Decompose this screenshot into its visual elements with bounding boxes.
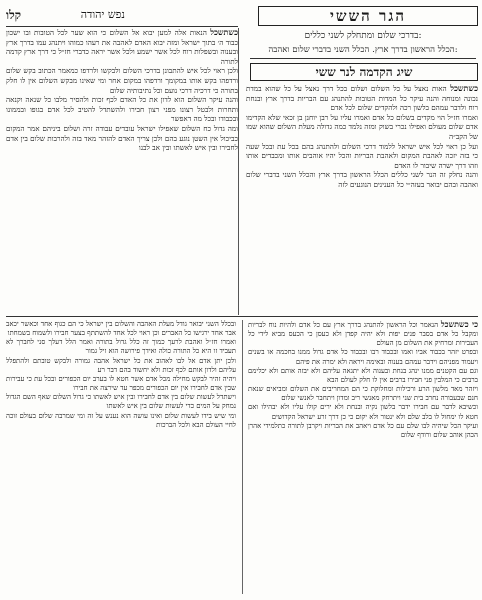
left-paragraph: כשתשכל הנאות אלה למען יבוא אל השלום כי הוא שער לכל הטובות ובו ישכון כבוד ה׳ בתוך ישראל ומזה יבוא האדם לאהבה את רעהו כמוהו ויתנהג עמו בדרך ארץ ובענוה ובשפלות רוח לכל אשר ישמע ולכל אשר יראה כדברי חז״ל כי דרך ארץ קדמה לתורה	[6, 28, 238, 66]
right-paragraph: כשתשכל האות נאצל על כל השלום ושלום בכל דרך נאצל על כל שהוא במדת נכונה ומנוחה והנה עיקר כל המדות הטובות להתנהג עם הבריות בדרך ארץ ובנחת רוח ולדבר עמהם בלשון רכה ולהקדים שלום לכל אדם	[246, 84, 478, 113]
commentary-left-column	[6, 320, 236, 594]
right-paragraph: והנה נחלק זה הנר לשני כללים הכלל הראשון בדרך ארץ והכלל השני בדברי שלום ואהבה ובהם יבואר בעזה״י כל הענינים הנוגעים לזה	[246, 170, 478, 189]
lead-word: כשתשכל	[450, 84, 478, 93]
section-title: שיג הקדמה לנר ששי	[250, 63, 478, 81]
chapter-subtitle-divisions: הכלל הראשון בדרך ארץ. הכלל השני בדברי שלום ואהבה:	[268, 45, 458, 55]
left-text-column	[6, 28, 239, 315]
commentary-paragraph: ומי שיש בידו לעשות שלום ואינו עושה הוא נענש על זה ומי שמרבה שלום בעולם זוכה לחיי העולם הבא ולכל הברכות	[6, 411, 236, 429]
commentary-paragraph: ובפרט יזהר בכבוד אביו ואמו ובכבוד רבו ובכבוד כל אדם גדול ממנו בחכמה או בשנים ויעמוד מפניהם וידבר עמהם בענוה ובאימה ויראה ולא ימרה את פיהם	[248, 348, 478, 366]
commentary-paragraph: וכשיבא לדבר עם חבירו ידבר בלשון נקיה ובנחת ולא ירים קולו עליו ולא יבהילו ואם חטא לו ימחול לו בלב שלם ולא ינטור ולא יקום כי כן דרך זרע ישראל הקדושים	[248, 403, 478, 421]
header-rule	[250, 58, 476, 59]
chapter-subtitle: בדרכי שלום ומתחלק לשני כללים:	[304, 31, 422, 41]
left-paragraph: והנה עיקר השלום הוא לדון את כל האדם לכף זכות ולהסיר מלבו כל שנאה וקנאה ותחרות ולבטל רצונו מפני רצון חבירו ולהשתדל להטיב לכל אדם בגופו ובממונו ובכבודו ובכל מה דאפשר	[6, 95, 238, 124]
lead-word: כשתשכל	[210, 28, 238, 37]
commentary-paragraph: וישתדל לעשות שלום בין אדם לחבירו ובין איש לאשתו כי גדול השלום שאף השם הגדול נמחק על המים כדי לעשות שלום בין איש לאשתו	[6, 393, 236, 411]
right-paragraph: ועל כן ראוי לכל איש ישראל ללמוד דרכי השלום ולהתנהג בהם בכל עת ובכל שעה כי בזה יזכה לאהבת המקום ולאהבת הבריות והכל יהיו אוהבים אותו ומכבדים אותו וזהו דרך ישרה שיבור לו האדם	[246, 141, 478, 170]
lead-word: כי כשתשכל	[440, 320, 478, 329]
commentary-right-column	[248, 320, 478, 594]
commentary-paragraph: ויזהר מאד מלשון הרע ורכילות ומחלוקת כי הם המחריבים את השלום ומביאים שנאת חנם שבעבורה נחרב בית שני ויתרחק מאנשי ריב ומדון ויתחבר לאנשי שלום	[248, 385, 478, 403]
commentary-paragraph: ויהיה זהיר לבקש מחילה מכל אדם אשר חטא לו בערב יום הכפורים ובכל עת כי עבירות שבין אדם לחבירו אין יום הכפורים מכפר עד שירצה את חבירו	[6, 374, 236, 393]
left-column-top-rule	[6, 26, 238, 27]
commentary-column-divider	[242, 320, 243, 594]
commentary-paragraph: ואמרו חז״ל ואהבת לרעך כמוך זה כלל גדול בתורה ואמר הלל דעלך סני לחברך לא תעביד זו היא כל התורה כולה ואידך פירושה הוא זיל גמור	[6, 338, 236, 356]
commentary-paragraph: כי כשתשכל הנאמר וכל הראשון להתנהג בדרך ארץ עם כל אדם ולהיות נוח לבריות ומקבל כל אדם בסבר פנים יפות ולא יהיה קפדן ולא כעסן כי הכעס מביא לידי כל העבירות ומרחיק את השלום מן העולם	[248, 320, 478, 348]
right-text-column	[246, 84, 478, 315]
left-paragraph: ומה גדול כח השלום שאפילו ישראל עובדים עבודה זרה ושלום ביניהם אמר המקום כביכול אין השטן נוגע בהם ולכן צריך האדם להזהר מאד בזה ולהרבות שלום בין אדם לחבירו ובין איש לאשתו ובין אב לבנו	[6, 123, 238, 153]
commentary-paragraph: ולכן יתן אדם אל לבו לאהוב את כל ישראל אהבה גמורה ולבקש טובתם ולהתפלל עליהם ולדון אותם לכף זכות ולא יחשוד בהם דבר רע	[6, 356, 236, 374]
page-number: קלו	[6, 8, 22, 22]
chapter-title: הגר הששי	[258, 6, 478, 26]
section-divider	[6, 316, 478, 317]
commentary-paragraph: ועיקר הכל שיהיה לבו שלם עם כל אדם ויאהב את הבריות ויקרבן לתורה כתלמידי אהרן הכהן אוהב שלום ורודף שלום	[248, 421, 478, 439]
commentary-paragraph: וגם עם הקטנים ממנו ינהג בנחת ובענוה ולא יתגאה עליהם ולא יבזה אותם ולא יכלימם ברבים כי המלבין פני חבירו ברבים אין לו חלק לעולם הבא	[248, 366, 478, 384]
right-paragraph: ואמרו חז״ל הוי מקדים בשלום כל אדם ואמרו עליו על רבן יוחנן בן זכאי שלא הקדימו אדם שלום מעולם ואפילו נכרי בשוק ומזה נלמד כמה גדולה מעלת השלום שהוא שמו של הקב״ה	[246, 112, 478, 141]
left-paragraph: ולכן ראוי לכל איש להתבונן בדרכי השלום ולבקשו ולרדפו כמאמר הכתוב בקש שלום ורדפהו בקש אותו במקומך ורדפהו במקום אחר ומי שאינו מבקש השלום אין לו חלק בתורה כי דרכיה דרכי נועם וכל נתיבותיה שלום	[6, 66, 238, 95]
running-title: נפש יהודה	[80, 8, 125, 21]
commentary-paragraph: ובכלל השני יבואר גודל מעלת האהבה והשלום בין ישראל כי הם כגוף אחד וכאשר יכאב אבר אחד ירגישו כל האברים וכן ראוי לכל אחד להשתתף בצער חבירו ולשמוח בשמחתו	[6, 320, 236, 338]
